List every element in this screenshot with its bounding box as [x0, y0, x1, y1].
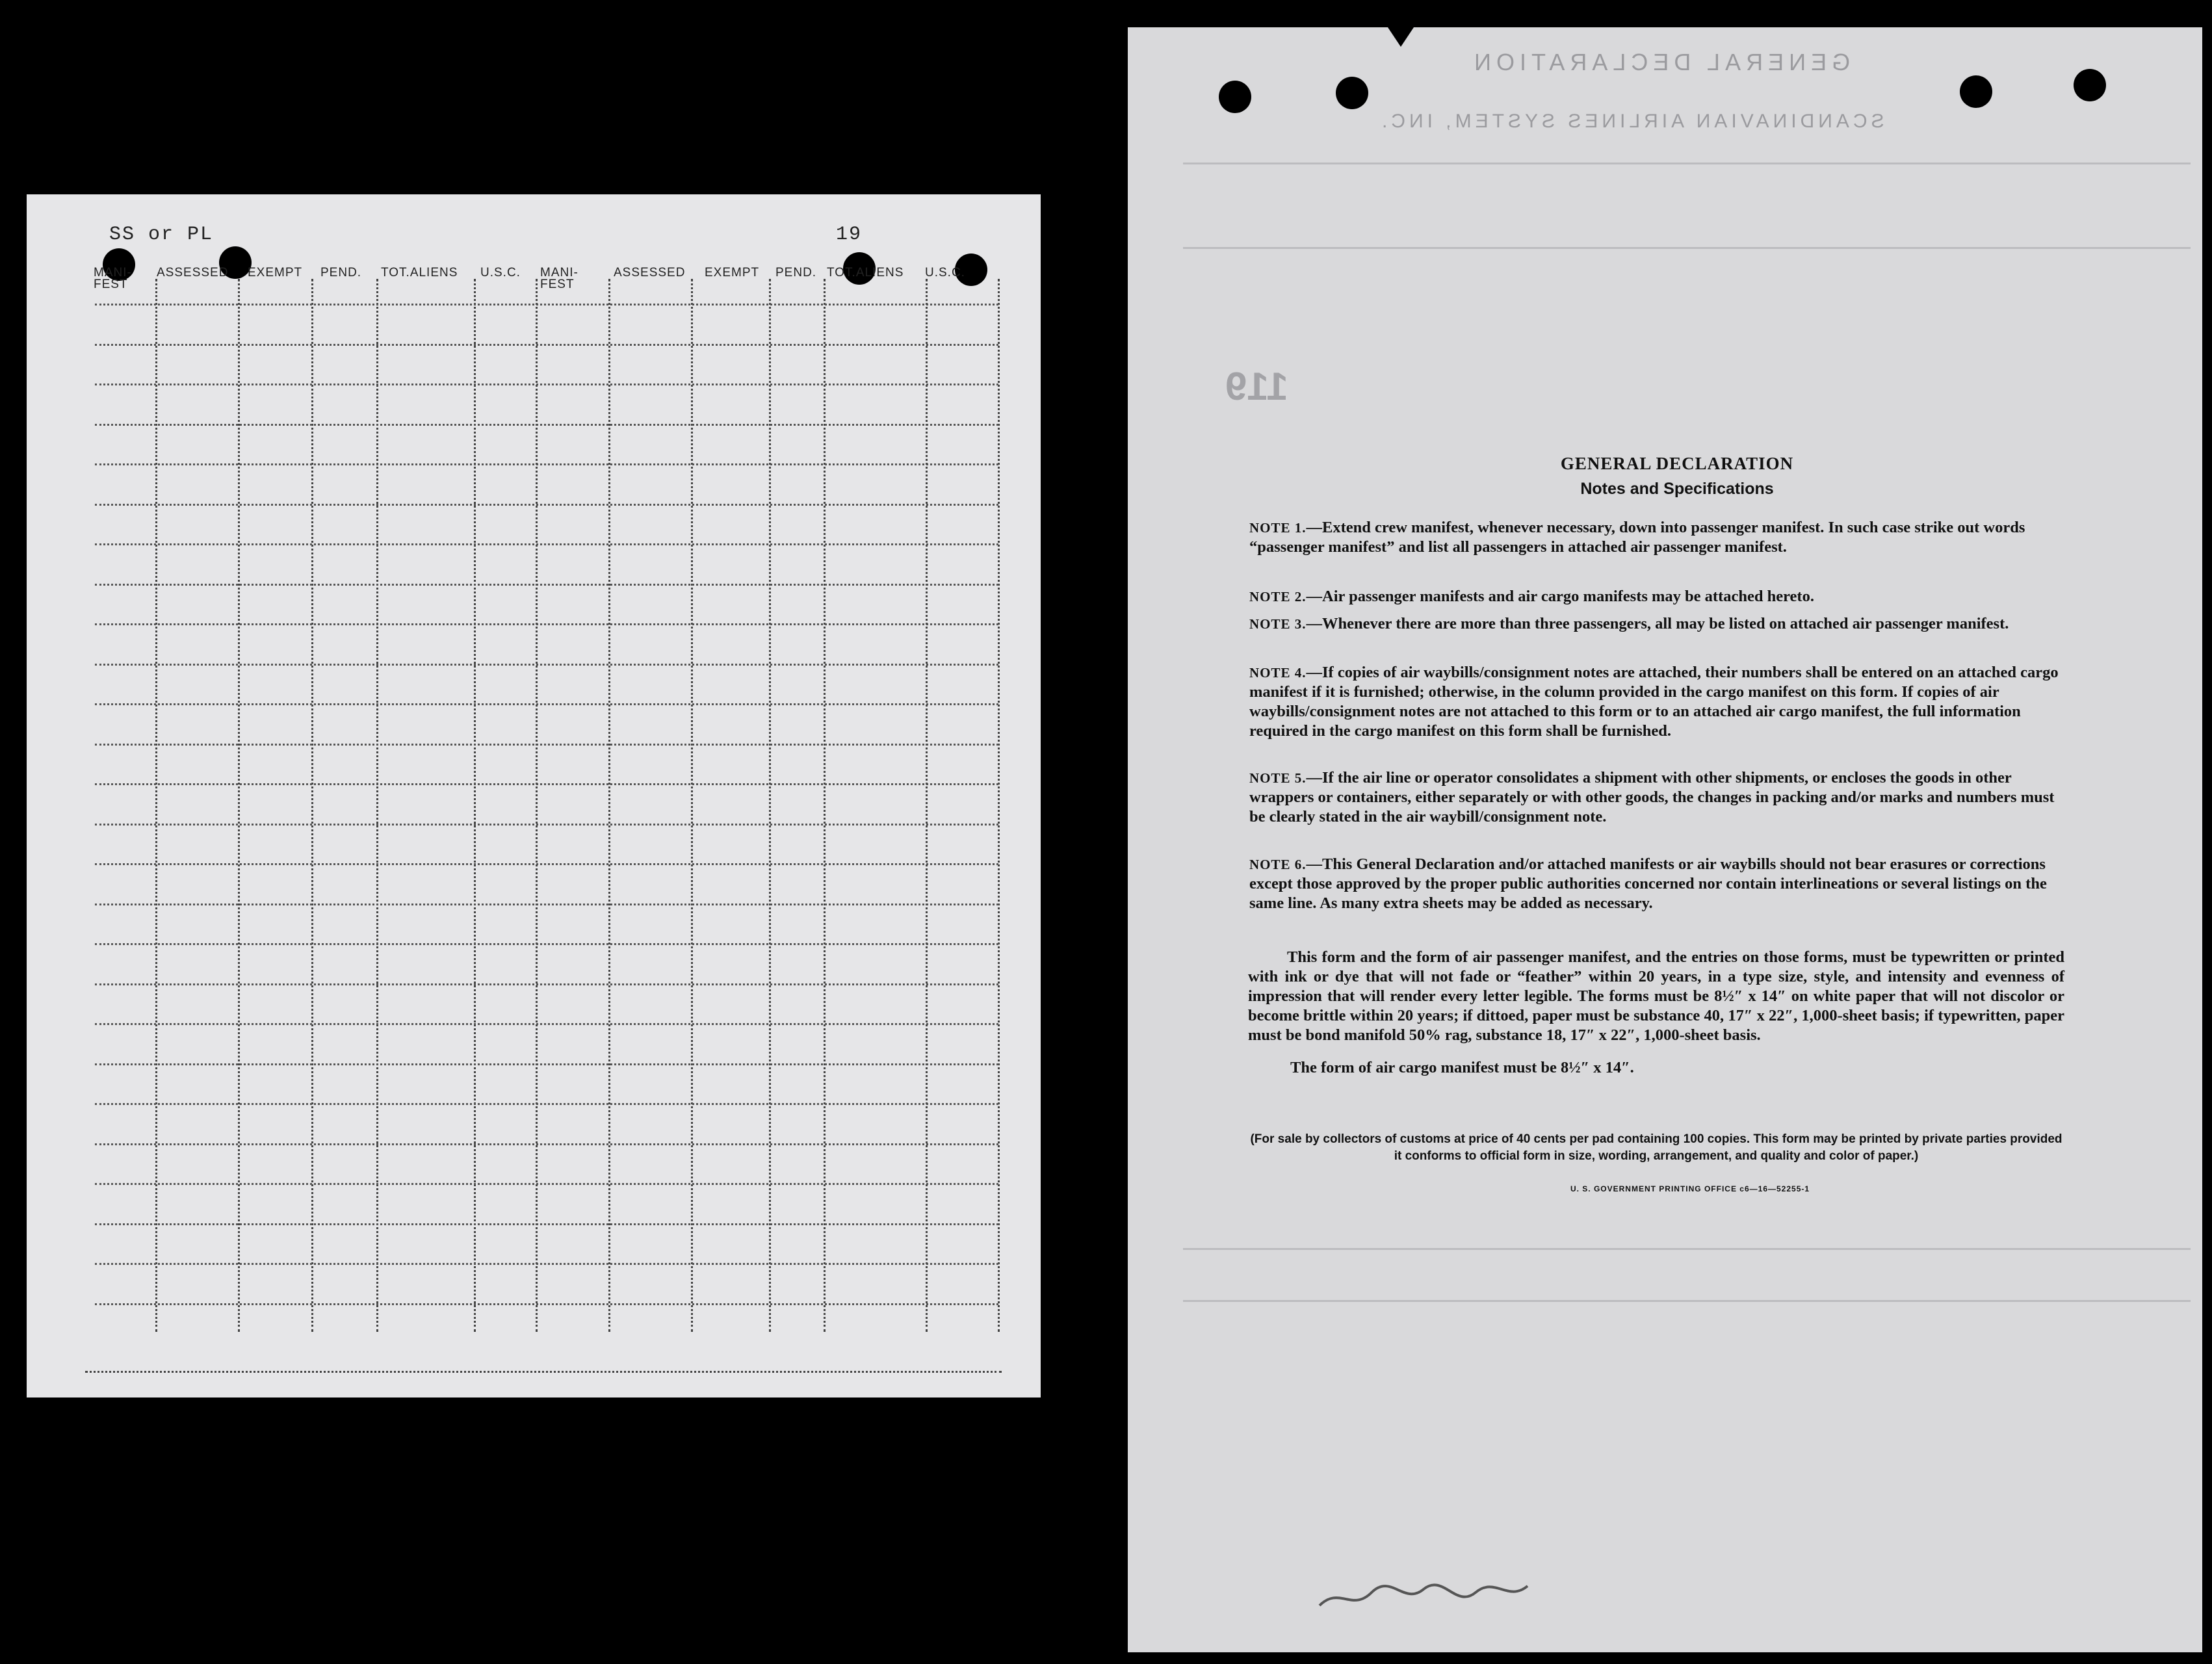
ledger-row-rule — [95, 1223, 998, 1225]
ledger-column-rule — [691, 279, 693, 1332]
column-header-tot-aliens: TOT.ALIENS — [381, 266, 458, 280]
bleed-through-page-number: 119 — [1225, 365, 1288, 408]
note-1 — [1249, 518, 2063, 557]
ledger-row-rule — [95, 703, 998, 705]
format-paragraph-last: The form of air cargo manifest must be 8½″ x 14″. — [1290, 1059, 1634, 1076]
punch-hole — [1960, 75, 1992, 108]
ledger-row-rule — [95, 344, 998, 346]
faded-rule — [1183, 1248, 2191, 1250]
ledger-column-rule — [769, 279, 771, 1332]
note-text: —Whenever there are more than three passengers, all may be listed on attached air passenger manifest. — [1306, 615, 2009, 632]
ledger-row-rule — [95, 744, 998, 746]
ledger-column-rule — [155, 279, 157, 1332]
ledger-bottom-rule — [85, 1371, 1002, 1373]
note-3 — [1249, 614, 2063, 634]
printing-office-line: U. S. GOVERNMENT PRINTING OFFICE c6—16—52255-1 — [1570, 1184, 1810, 1193]
ledger-column-rule — [824, 279, 826, 1332]
ledger-row-rule — [95, 384, 998, 385]
ledger-row-rule — [95, 504, 998, 506]
ledger-column-rule — [926, 279, 928, 1332]
ledger-row-rule — [95, 1103, 998, 1105]
ledger-row-rule — [95, 1263, 998, 1265]
ledger-column-rule — [238, 279, 240, 1332]
column-header-exempt: EXEMPT — [248, 266, 303, 280]
faded-rule — [1183, 247, 2191, 249]
note-text: —Extend crew manifest, whenever necessary, down into passenger manifest. In such case strike out words “passenger manifest” and list all passengers in attached air passenger manifest. — [1249, 519, 2025, 556]
note-text: —If the air line or operator consolidates a shipment with other shipments, or encloses the goods in other wrappers or containers, either separately or with other goods, the changes in packing and/or marks and numbers must be clearly stated in the air waybill/consignment note. — [1249, 769, 2055, 826]
column-header-tot-aliens-2: TOT.ALIENS — [827, 266, 904, 280]
ledger-row-rule — [95, 1143, 998, 1145]
column-header-pend: PEND. — [320, 266, 362, 280]
column-header-exempt-2: EXEMPT — [705, 266, 760, 280]
column-header-assessed: ASSESSED — [157, 266, 229, 280]
punch-hole — [1336, 77, 1368, 109]
faded-rule — [1183, 1300, 2191, 1302]
faded-rule — [1183, 162, 2191, 164]
ledger-row-rule — [95, 783, 998, 785]
column-header-manifest-2: MANI- FEST — [540, 266, 579, 291]
ledger-column-rule — [376, 279, 378, 1332]
ledger-row-rule — [95, 904, 998, 905]
ledger-row-rule — [95, 304, 998, 306]
bleed-through-operator: SCANDINAVIAN AIRLINES SYSTEM, INC. — [1378, 110, 1884, 132]
ledger-row-rule — [95, 943, 998, 945]
ledger-header-left: SS or PL — [109, 224, 214, 246]
ledger-row-rule — [95, 983, 998, 985]
column-header-manifest: MANI- FEST — [94, 266, 132, 291]
note-label: NOTE 1. — [1249, 520, 1307, 536]
note-text: —If copies of air waybills/consignment notes are attached, their numbers shall be entered on an attached cargo manifest if it is furnished; otherwise, in the column provided in the cargo manifest on this form. If copies of air waybills/consignment notes are not attached to this form or to an attached air cargo manifest, the full information required in the cargo manifest on this form shall be furnished. — [1249, 664, 2059, 740]
note-6 — [1249, 855, 2063, 913]
punch-hole — [1219, 81, 1251, 113]
ledger-sheet — [27, 194, 1041, 1398]
note-label: NOTE 3. — [1249, 616, 1307, 632]
torn-corner — [1388, 27, 1414, 47]
ledger-row-rule — [95, 1063, 998, 1065]
ledger-row-rule — [95, 623, 998, 625]
note-5 — [1249, 768, 2063, 827]
ledger-column-rule — [474, 279, 476, 1332]
signature — [1313, 1573, 1534, 1618]
sale-note: (For sale by collectors of customs at price of 40 cents per pad containing 100 copies. This form may be printed by private parties provided it conforms to official form in size, wording, arrangement, and quality and color of paper.) — [1250, 1132, 2062, 1163]
note-text: —Air passenger manifests and air cargo manifests may be attached hereto. — [1306, 588, 1814, 605]
ledger-column-rule — [998, 279, 1000, 1332]
ledger-header-right: 19 — [836, 224, 863, 246]
declaration-title: GENERAL DECLARATION — [1560, 454, 1794, 473]
note-4 — [1249, 663, 2063, 741]
note-label: NOTE 6. — [1249, 857, 1307, 872]
ledger-row-rule — [95, 863, 998, 865]
ledger-column-rule — [536, 279, 538, 1332]
column-header-assessed-2: ASSESSED — [614, 266, 686, 280]
declaration-sheet — [1128, 27, 2202, 1652]
ledger-row-rule — [95, 424, 998, 426]
note-2 — [1249, 587, 2063, 606]
ledger-row-rule — [95, 664, 998, 666]
ledger-row-rule — [95, 463, 998, 465]
ledger-column-rule — [608, 279, 610, 1332]
note-text: —This General Declaration and/or attached manifests or air waybills should not bear erasures or corrections except those approved by the proper public authorities concerned nor contain interlineations or several listings on the same line. As many extra sheets may be added as necessary. — [1249, 855, 2047, 912]
column-header-usc: U.S.C. — [480, 266, 521, 280]
punch-hole — [2074, 69, 2106, 101]
note-label: NOTE 4. — [1249, 665, 1307, 681]
ledger-column-rule — [311, 279, 313, 1332]
note-label: NOTE 5. — [1249, 770, 1307, 786]
declaration-subtitle: Notes and Specifications — [1580, 480, 1774, 498]
column-header-pend-2: PEND. — [775, 266, 817, 280]
bleed-through-title: GENERAL DECLARATION — [1469, 49, 1851, 75]
ledger-row-rule — [95, 584, 998, 586]
note-label: NOTE 2. — [1249, 589, 1307, 604]
ledger-row-rule — [95, 1183, 998, 1185]
ledger-row-rule — [95, 543, 998, 545]
ledger-row-rule — [95, 1303, 998, 1305]
column-header-usc-2: U.S.C. — [925, 266, 965, 280]
format-paragraph: This form and the form of air passenger manifest, and the entries on those forms, must be typewritten or printed with ink or dye that will not fade or “feather” within 20 years, in a type size, style, and intensity and evenness of impression that will render every letter legible. The forms must be 8½″ x 14″ on white paper that will not discolor or become brittle within 20 years; if dittoed, paper must be substance 40, 17″ x 22″, 1,000-sheet basis; if typewritten, paper must be bond manifold 50% rag, substance 18, 17″ x 22″, 1,000-sheet basis. — [1248, 948, 2064, 1044]
ledger-row-rule — [95, 824, 998, 826]
ledger-row-rule — [95, 1023, 998, 1025]
